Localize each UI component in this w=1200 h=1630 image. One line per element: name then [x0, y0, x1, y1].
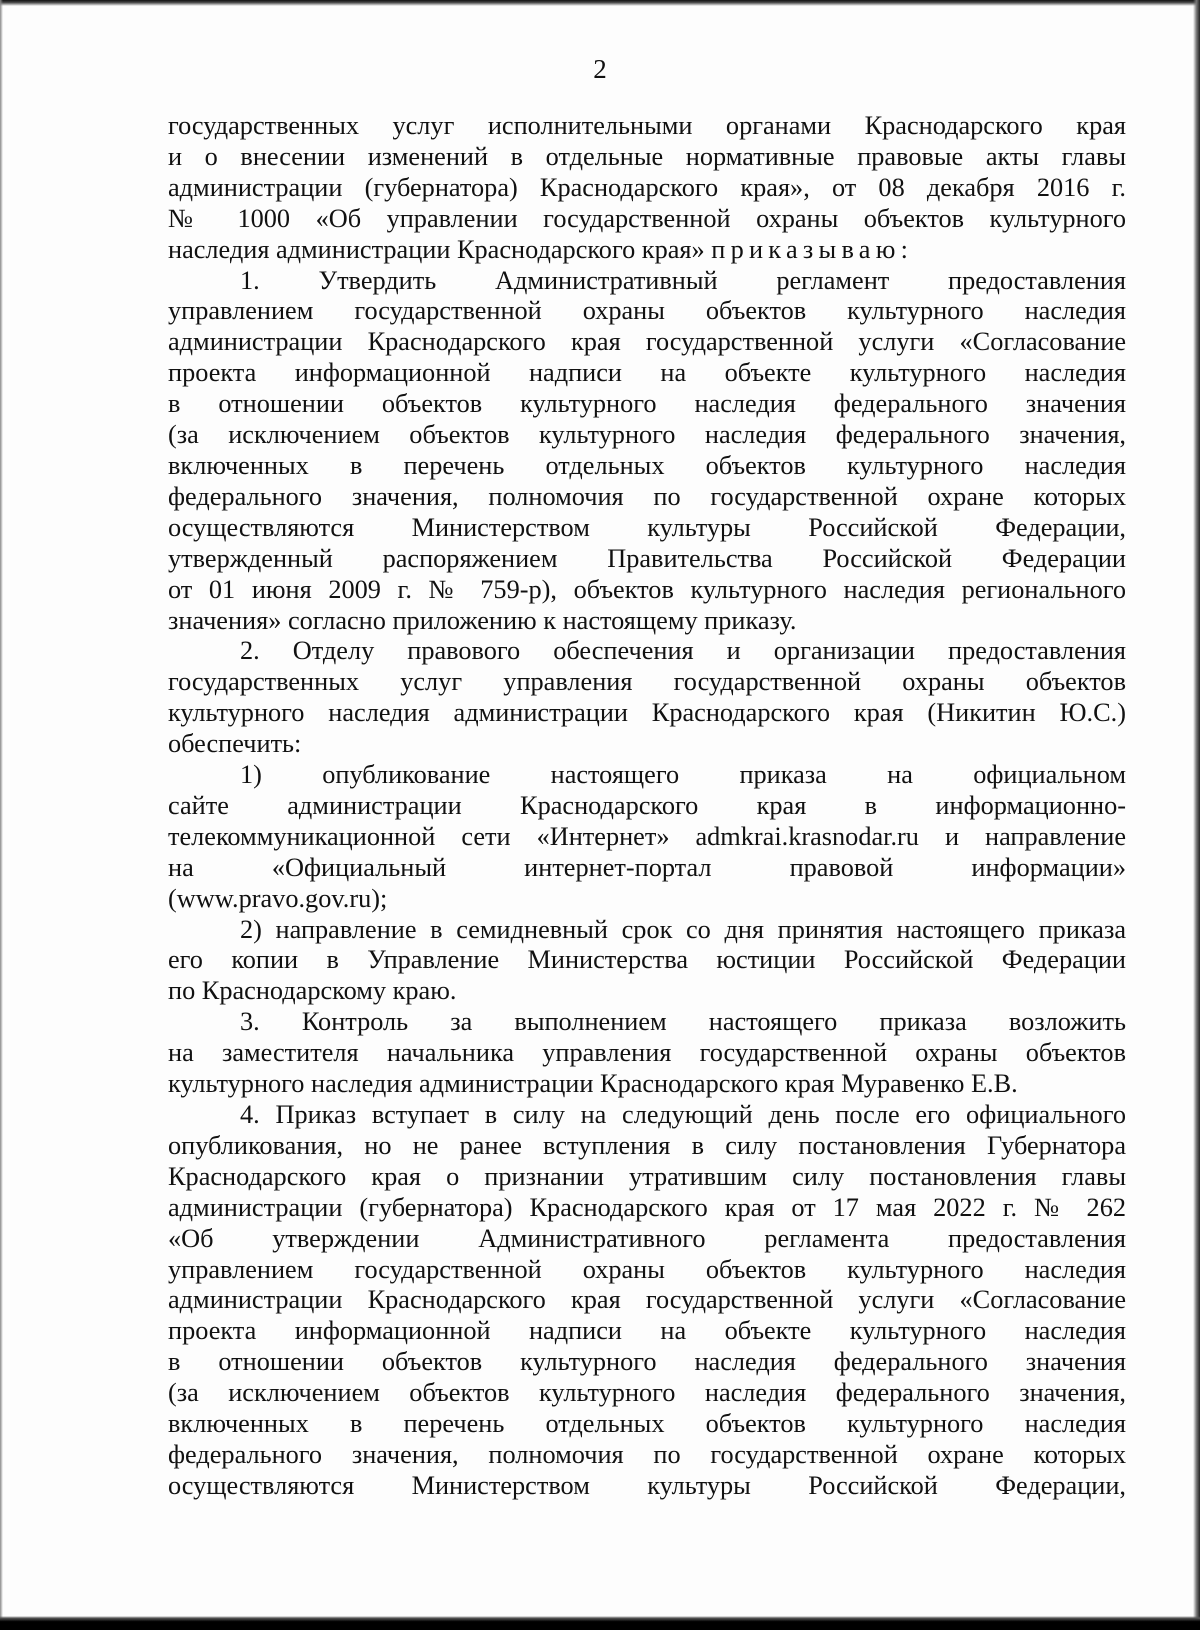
paragraph-item-2 [168, 636, 1126, 760]
paragraph-item-3 [168, 1007, 1126, 1100]
text-line: проекта информационной надписи на объекте культурного наследия [168, 358, 1126, 388]
text-line: значения» согласно приложению к настоящему приказу. [168, 605, 797, 635]
text-line: и о внесении изменений в отдельные нормативные правовые акты главы [168, 141, 1126, 171]
scan-edge-bottom [0, 1616, 1200, 1630]
text-line: на «Официальный интернет-портал правовой информации» [168, 852, 1126, 882]
text-line: федерального значения, полномочия по государственной охране которых [168, 1439, 1126, 1469]
text-line: телекоммуникационной сети «Интернет» admkrai.krasnodar.ru и направление [168, 821, 1126, 851]
text-line: опубликования, но не ранее вступления в силу постановления Губернатора [168, 1130, 1126, 1160]
text-line: администрации (губернатора) Краснодарского края», от 08 декабря 2016 г. [168, 172, 1126, 202]
text-line: 2) направление в семидневный срок со дня принятия настоящего приказа [240, 914, 1126, 944]
paragraph-preamble-end [168, 111, 1126, 266]
text-line: осуществляются Министерством культуры Российской Федерации, [168, 1470, 1126, 1500]
text-line: (за исключением объектов культурного наследия федерального значения, [168, 420, 1126, 450]
text-line: по Краснодарскому краю. [168, 976, 457, 1006]
text-line: 2. Отделу правового обеспечения и организации предоставления [240, 636, 1126, 666]
text-line: (www.pravo.gov.ru); [168, 883, 388, 913]
text-line: проекта информационной надписи на объекте культурного наследия [168, 1316, 1126, 1346]
scan-edge-top [0, 0, 1200, 6]
text-line: 1. Утвердить Административный регламент предоставления [240, 265, 1126, 295]
document-body [168, 111, 1126, 1502]
text-line: государственных услуг управления государственной охраны объектов [168, 667, 1126, 697]
text-line: 3. Контроль за выполнением настоящего приказа возложить [240, 1007, 1126, 1037]
paragraph-subitem-1 [168, 760, 1126, 915]
text-line: администрации Краснодарского края государственной услуги «Согласование [168, 327, 1126, 357]
order-word-tail: : [900, 234, 908, 264]
text-line: № 1000 «Об управлении государственной охраны объектов культурного [168, 203, 1126, 233]
text-line: администрации (губернатора) Краснодарского края от 17 мая 2022 г. № 262 [168, 1192, 1126, 1222]
paragraph-item-1 [168, 266, 1126, 637]
text-line: включенных в перечень отдельных объектов культурного наследия [168, 1409, 1126, 1439]
text-line: включенных в перечень отдельных объектов культурного наследия [168, 450, 1126, 480]
text-line: 4. Приказ вступает в силу на следующий день после его официального [240, 1100, 1126, 1129]
text-line: в отношении объектов культурного наследия федерального значения [168, 1347, 1126, 1377]
text-line: на заместителя начальника управления государственной охраны объектов [168, 1038, 1126, 1068]
text-line: федерального значения, полномочия по государственной охране которых [168, 481, 1126, 511]
text-line: управлением государственной охраны объектов культурного наследия [168, 1254, 1126, 1284]
text-line: управлением государственной охраны объектов культурного наследия [168, 296, 1126, 326]
text-line: осуществляются Министерством культуры Российской Федерации, [168, 512, 1126, 542]
page-number: 2 [593, 54, 607, 84]
text-line: (за исключением объектов культурного наследия федерального значения, [168, 1378, 1126, 1408]
text-line: администрации Краснодарского края государственной услуги «Согласование [168, 1285, 1126, 1315]
text-line: 1) опубликование настоящего приказа на официальном [240, 760, 1126, 790]
scan-edge-left [0, 0, 3, 1630]
text-line: утвержденный распоряжением Правительства Российской Федерации [168, 543, 1126, 573]
text-line: его копии в Управление Министерства юстиции Российской Федерации [168, 945, 1126, 975]
text-line: культурного наследия администрации Краснодарского края (Никитин Ю.С.) [168, 698, 1126, 728]
scan-edge-right [1193, 0, 1200, 1630]
text-line: в отношении объектов культурного наследия федерального значения [168, 389, 1126, 419]
text-line: культурного наследия администрации Краснодарского края Муравенко Е.В. [168, 1069, 1018, 1099]
text-line: сайте администрации Краснодарского края в информационно- [168, 790, 1126, 820]
text-line: от 01 июня 2009 г. № 759-р), объектов культурного наследия регионального [168, 574, 1126, 604]
text-line-part: наследия администрации Краснодарского края» [168, 234, 705, 264]
order-word: приказываю [711, 234, 901, 264]
text-line [168, 235, 1126, 266]
text-line: Краснодарского края о признании утратившим силу постановления главы [168, 1161, 1126, 1191]
text-line: государственных услуг исполнительными органами Краснодарского края [168, 111, 1126, 140]
paragraph-subitem-2 [168, 915, 1126, 1008]
paragraph-item-4 [168, 1100, 1126, 1502]
text-line: обеспечить: [168, 729, 302, 759]
text-line: «Об утверждении Административного регламента предоставления [168, 1223, 1126, 1253]
